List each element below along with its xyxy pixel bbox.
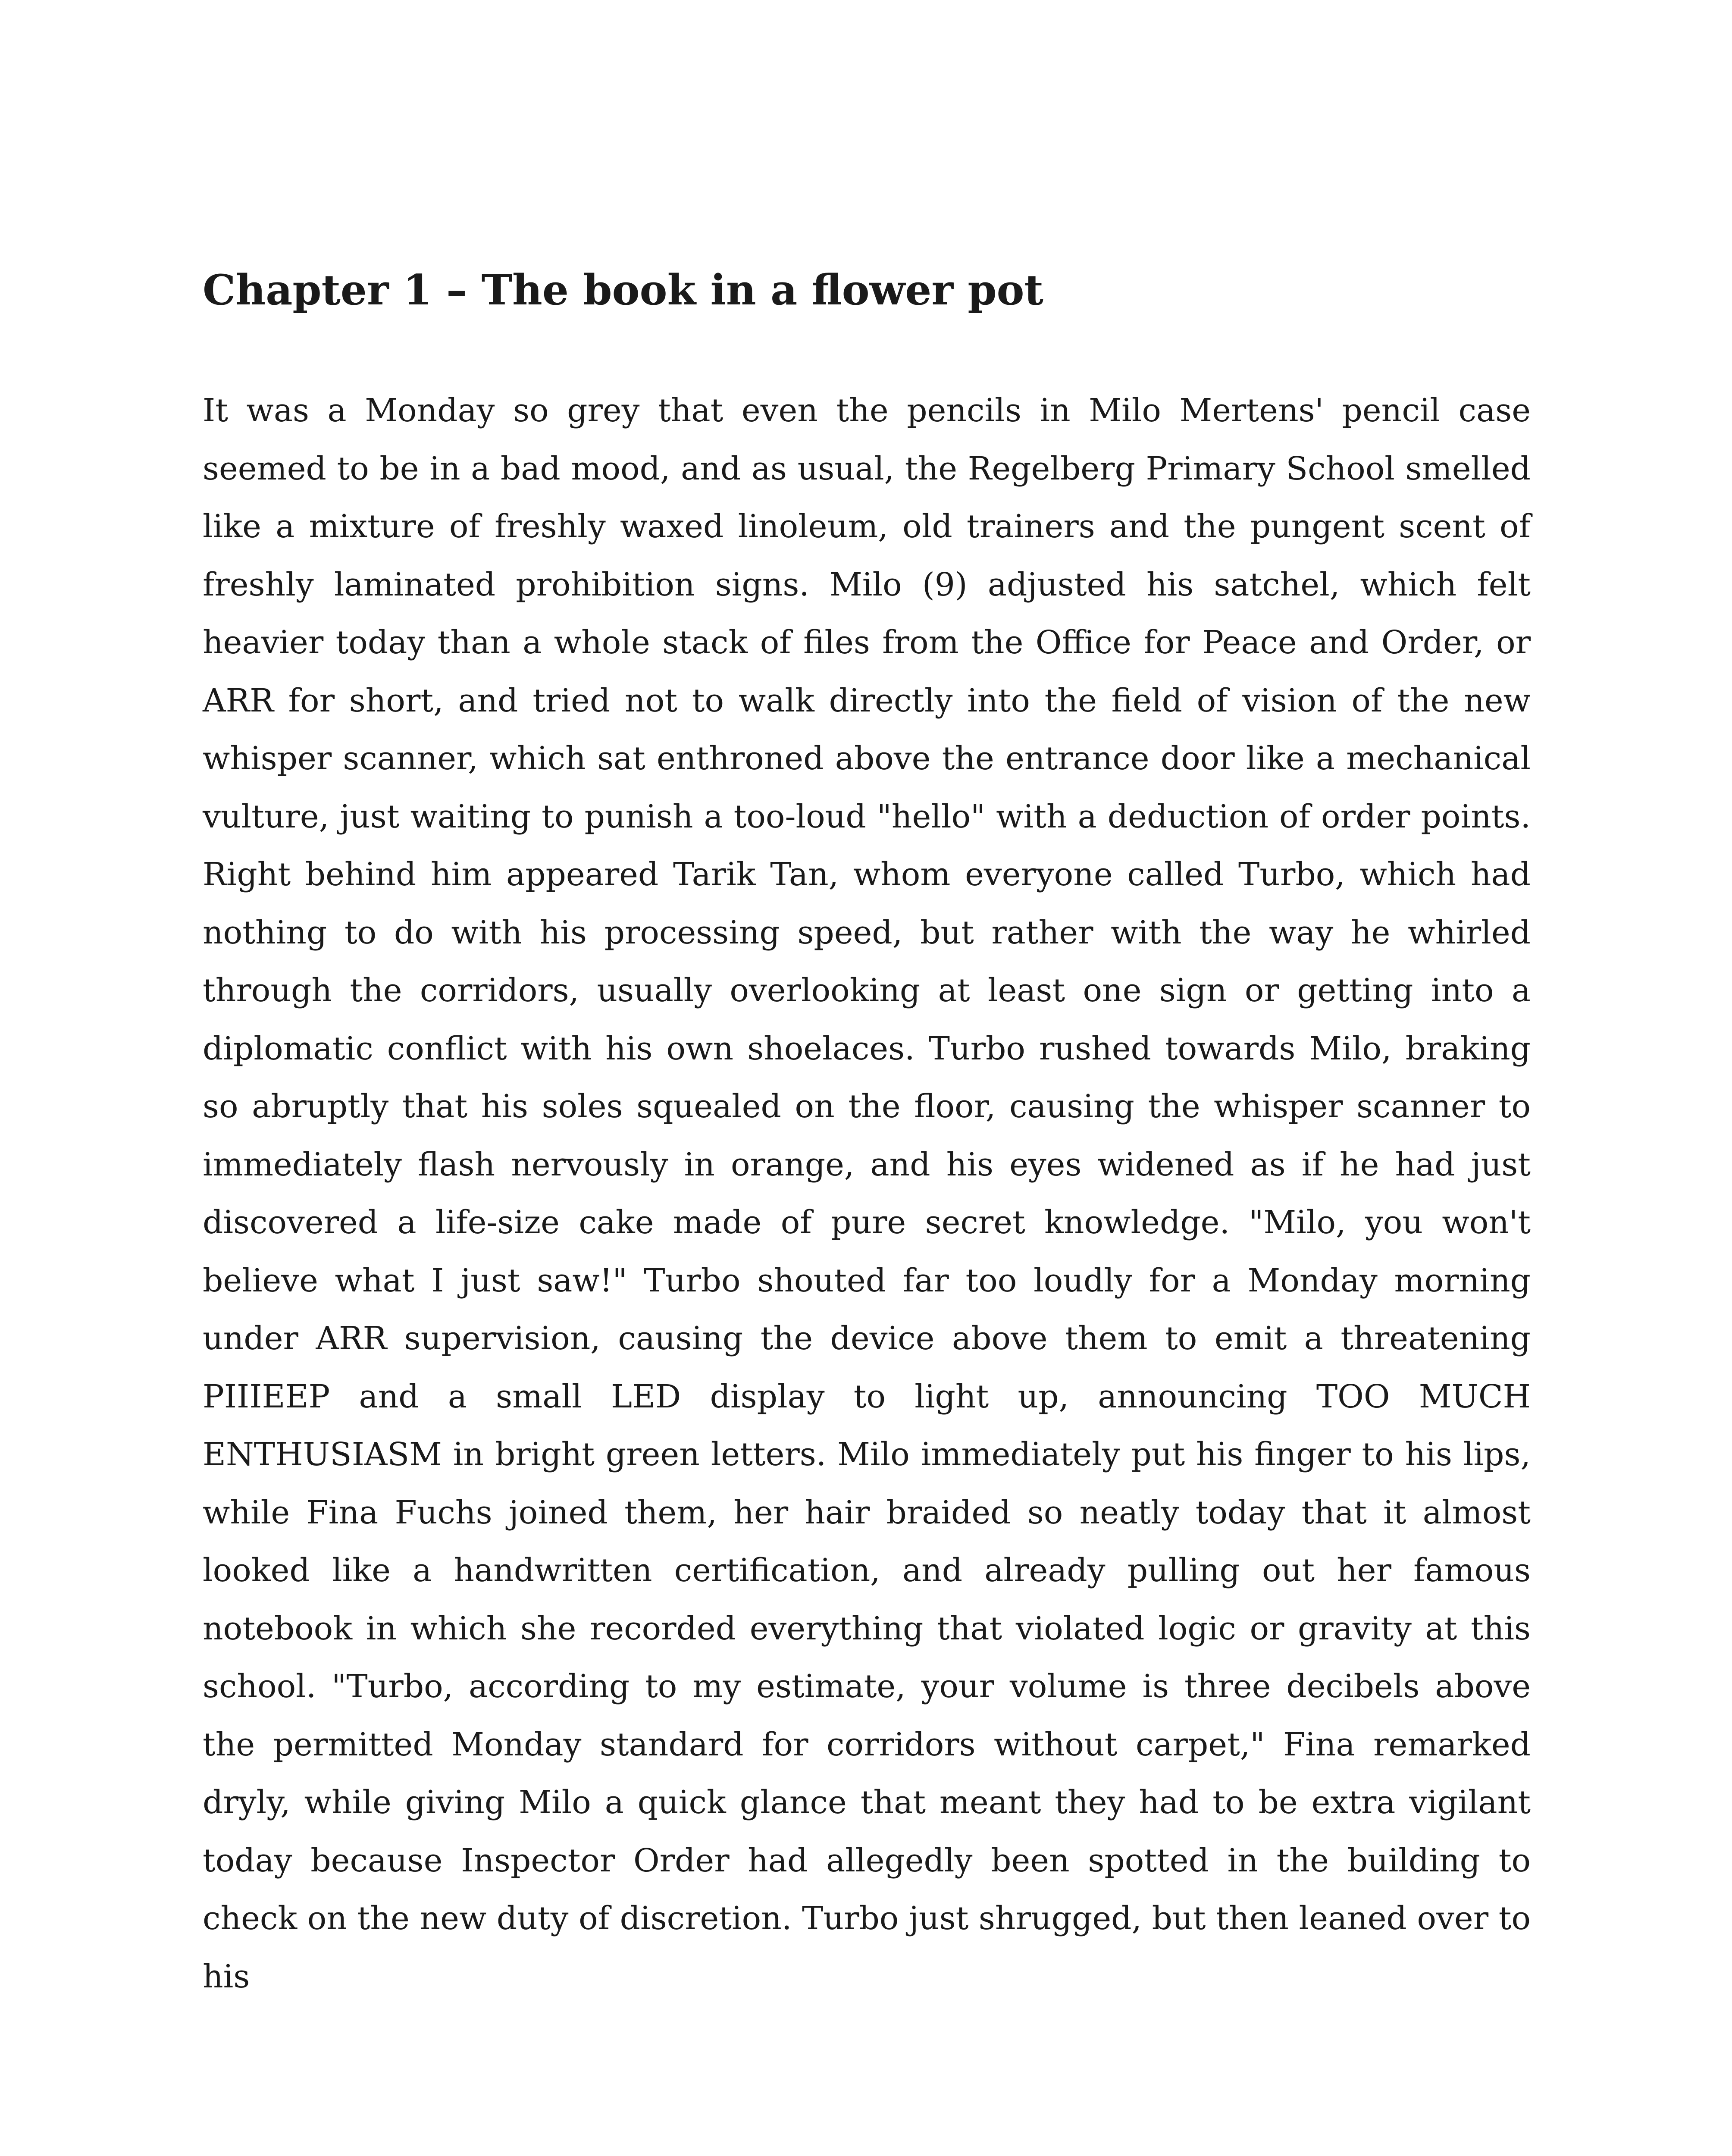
chapter-title: Chapter 1 – The book in a flower pot (203, 266, 1043, 314)
body-paragraph: It was a Monday so grey that even the pencils in Milo Mertens' pencil case seemed to be in a bad mood, and as usual, the Regelberg Primary School smelled like a mixture of freshly waxed linoleum, old trainers and the pungent scent of freshly laminated prohibition signs. Milo (9) adjusted his satchel, which felt heavier today than a whole stack of files from the Office for Peace and Order, or ARR for short, and tried not to walk directly into the field of vision of the new whisper scanner, which sat enthroned above the entrance door like a mechanical vulture, just waiting to punish a too-loud "hello" with a deduction of order points. Right behind him appeared Tarik Tan, whom everyone called Turbo, which had nothing to do with his processing speed, but rather with the way he whirled through the corridors, usually overlooking at least one sign or getting into a diplomatic conflict with his own shoelaces. Turbo rushed towards Milo, braking so abruptly that his soles squealed on the floor, causing the whisper scanner to immediately flash nervously in orange, and his eyes widened as if he had just discovered a life-size cake made of pure secret knowledge. "Milo, you won't believe what I just saw!" Turbo shouted far too loudly for a Monday morning under ARR supervision, causing the device above them to emit a threatening PIIIEEP and a small LED display to light up, announcing TOO MUCH ENTHUSIASM in bright green letters. Milo immediately put his finger to his lips, while Fina Fuchs joined them, her hair braided so neatly today that it almost looked like a handwritten certification, and already pulling out her famous notebook in which she recorded everything that violated logic or gravity at this school. "Turbo, according to my estimate, your volume is three decibels above the permitted Monday standard for corridors without carpet," Fina remarked dryly, while giving Milo a quick glance that meant they had to be extra vigilant today because Inspector Order had allegedly been spotted in the building to check on the new duty of discretion. Turbo just shrugged, but then leaned over to his (203, 392, 1531, 1995)
